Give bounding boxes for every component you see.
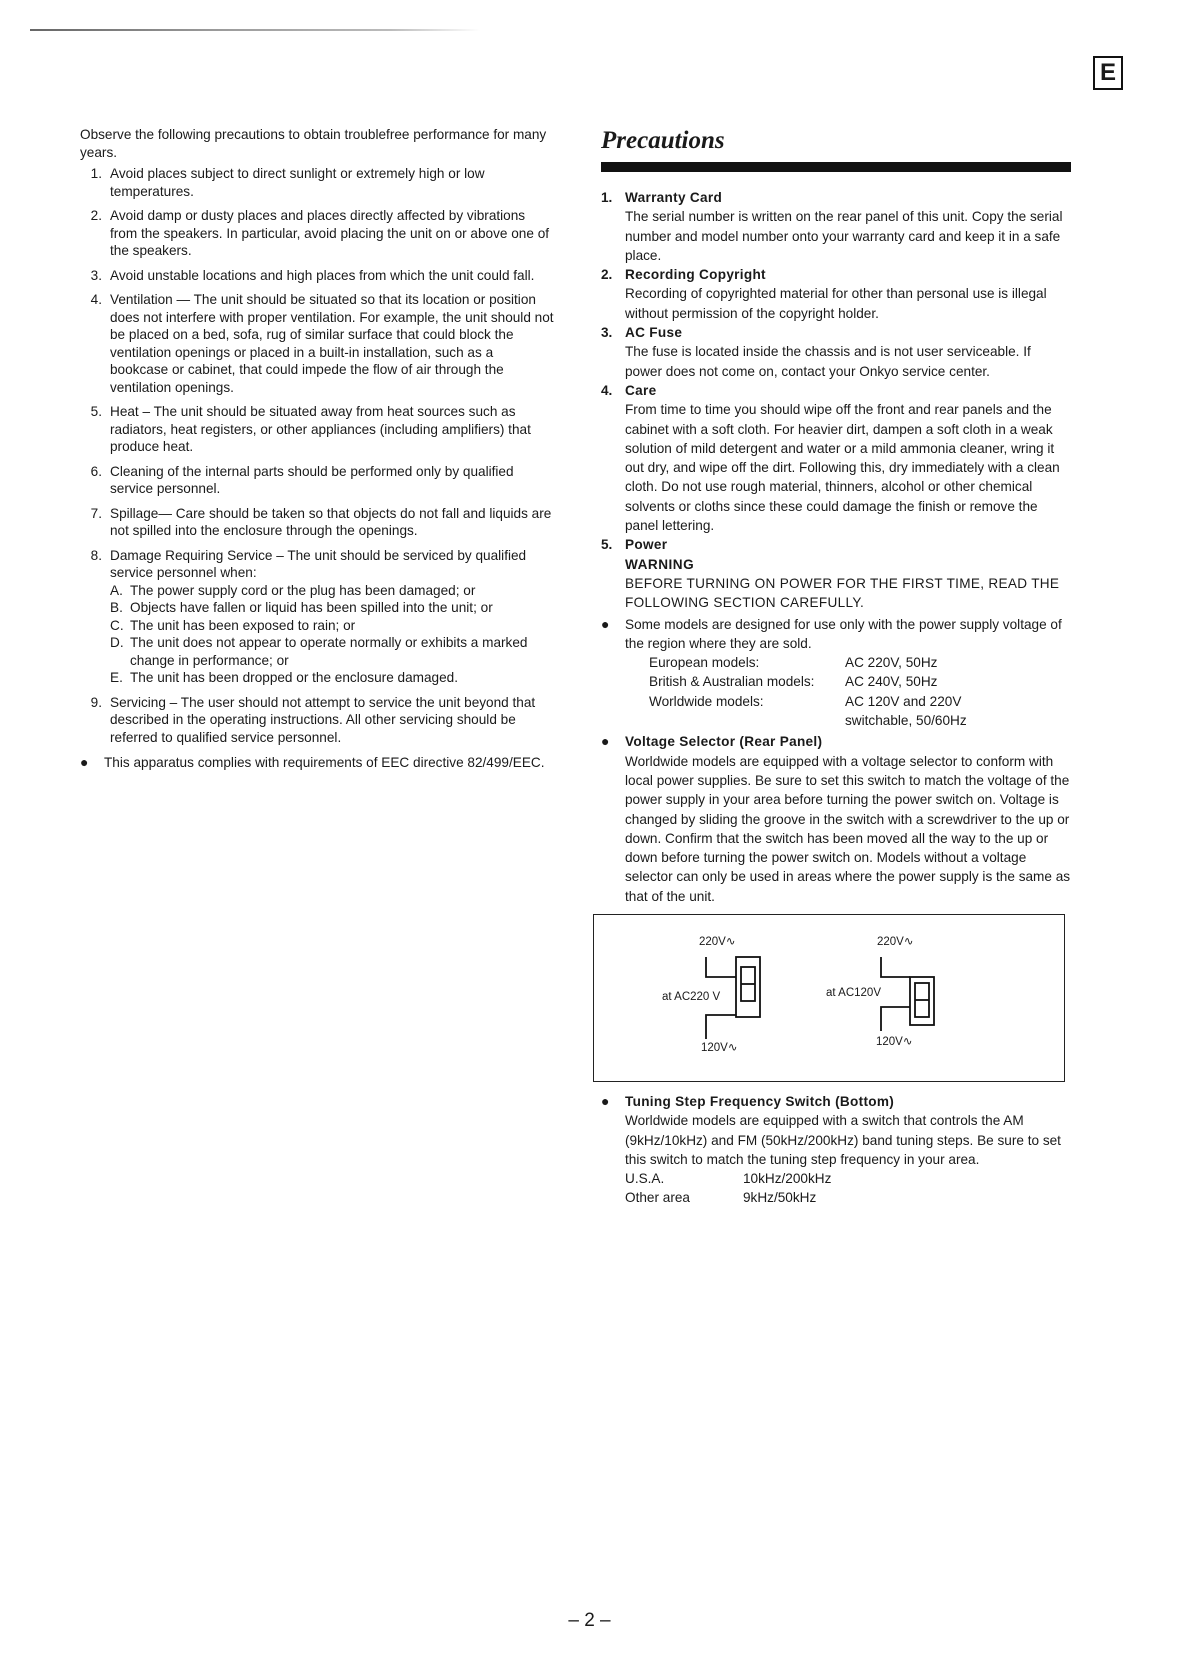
label-120v: 120V∿: [876, 1035, 913, 1048]
label-120v: 120V∿: [701, 1041, 738, 1054]
list-item: 5. Heat – The unit should be situated away from heat sources such as radiators, heat registers, or other appliances (including amplifiers) that produce heat.: [90, 404, 531, 454]
sub-item: D. The unit does not appear to operate normally or exhibits a marked change in performance; or: [110, 635, 528, 668]
bullet-icon: ●: [601, 1092, 610, 1109]
voltage-row: British & Australian models: AC 240V, 50Hz: [649, 674, 938, 690]
section-heading: Recording Copyright: [625, 267, 766, 283]
section-fuse: 3. AC Fuse The fuse is located inside the chassis and is not user serviceable. If power does not come on, contact your Onkyo service center.: [601, 323, 1071, 381]
section-power: 5. Power WARNING BEFORE TURNING ON POWER FOR THE FIRST TIME, READ THE FOLLOWING SECTION CAREFULLY.: [601, 535, 1071, 612]
voltage-row: European models: AC 220V, 50Hz: [649, 655, 938, 671]
section-heading: Tuning Step Frequency Switch (Bottom): [625, 1093, 895, 1109]
list-item: 2. Avoid damp or dusty places and places directly affected by vibrations from the speakers. In particular, avoid placing the unit on or above one of the speakers.: [90, 208, 550, 258]
voltage-selector-diagram: [593, 914, 1065, 1082]
sub-item: C. The unit has been exposed to rain; or: [110, 617, 356, 633]
page-number: – 2 –: [568, 1610, 611, 1631]
tuning-row: Other area 9kHz/50kHz: [625, 1190, 817, 1206]
section-warranty: 1. Warranty Card The serial number is written on the rear panel of this unit. Copy the serial number and model number onto your warranty card and keep it in a safe place.: [601, 188, 1071, 265]
list-item: 6. Cleaning of the internal parts should be performed only by qualified service personnel.: [90, 463, 514, 496]
section-heading: Voltage Selector (Rear Panel): [625, 734, 823, 750]
models-note: ● Some models are designed for use only with the power supply voltage of the region where they are sold. European models: AC 220V, 50Hz British & Australian models: AC 240V, 50Hz Worldwide models: AC 120V and 220V switchable, 50/60Hz: [601, 615, 1071, 731]
sub-item: A. The power supply cord or the plug has been damaged; or: [110, 582, 476, 598]
bullet-icon: ●: [601, 733, 610, 750]
section-heading: AC Fuse: [625, 325, 683, 341]
tuning-switch-note: ● Tuning Step Frequency Switch (Bottom) Worldwide models are equipped with a switch that controls the AM (9kHz/10kHz) and FM (50kHz/200kHz) band tuning steps. Be sure to set this switch to match the tuning step frequency in your area. U.S.A. 10kHz/200kHz Other area 9kHz/50kHz: [601, 1092, 1071, 1208]
page-title: Precautions: [601, 127, 725, 154]
tuning-row: U.S.A. 10kHz/200kHz: [625, 1171, 832, 1187]
section-heading: Power: [625, 537, 668, 553]
label-220v: 220V∿: [699, 935, 736, 948]
bullet-icon: ●: [80, 754, 89, 770]
section-copyright: 2. Recording Copyright Recording of copyrighted material for other than personal use is illegal without permission of the copyright holder.: [601, 265, 1071, 323]
list-item: 1. Avoid places subject to direct sunlight or extremely high or low temperatures.: [90, 166, 485, 199]
label-220v: 220V∿: [877, 935, 914, 948]
bullet-icon: ●: [601, 615, 610, 632]
list-item: 8. Damage Requiring Service – The unit should be serviced by qualified service personnel when: A. The power supply cord or the plug has been damaged; or B. Objects have fallen or liquid has been spilled into the unit; or C. The unit has been exposed to rain; or D. The unit does not appear to operate normally or exhibits a marked change in performance; or E. The unit has been dropped or the enclosure damaged.: [80, 547, 555, 687]
left-column: [80, 126, 555, 772]
voltage-row: Worldwide models: AC 120V and 220V: [649, 693, 962, 709]
section-heading: Care: [625, 382, 657, 398]
voltage-selector-note: ● Voltage Selector (Rear Panel) Worldwide models are equipped with a voltage selector to conform with local power supplies. Be sure to set this switch to match the voltage of the power supply in your area before turning the power switch on. Voltage is changed by sliding the groove in the switch with a screwdriver to the up or down. Confirm that the switch has been moved all the way to the up or down before turning the power switch on. Models without a voltage selector can only be used in areas where the power supply is the same as that of the unit.: [601, 732, 1071, 906]
list-item: 4. Ventilation — The unit should be situated so that its location or position does not interfere with proper ventilation. For example, the unit should not be placed on a bed, sofa, rug of similar surface that could block the ventilation openings or placed in a built-in installation, such as a bookcase or cabinet, that could impede the flow of air through the ventilation openings.: [90, 292, 554, 395]
right-column: [601, 126, 1071, 1208]
warning-label: WARNING: [625, 556, 695, 572]
language-badge: E: [1093, 56, 1123, 90]
intro-text: Observe the following precautions to obtain troublefree performance for many years.: [80, 127, 547, 160]
label-setting: at AC120V: [826, 986, 881, 999]
list-item: 3. Avoid unstable locations and high places from which the unit could fall.: [90, 267, 535, 283]
list-item: 7. Spillage— Care should be taken so that objects do not fall and liquids are not spilled into the enclosure through the openings.: [90, 505, 552, 538]
warning-text: BEFORE TURNING ON POWER FOR THE FIRST TIME, READ THE FOLLOWING SECTION CAREFULLY.: [625, 575, 1060, 611]
sub-item: E. The unit has been dropped or the enclosure damaged.: [110, 670, 458, 685]
top-rule: [30, 29, 480, 31]
title-rule: [601, 162, 1071, 172]
sub-item: B. Objects have fallen or liquid has been spilled into the unit; or: [110, 600, 493, 615]
label-setting: at AC220 V: [662, 990, 721, 1003]
eec-note: ● This apparatus complies with requirements of EEC directive 82/499/EEC.: [80, 754, 545, 770]
section-heading: Warranty Card: [625, 190, 723, 205]
section-care: 4. Care From time to time you should wipe off the front and rear panels and the cabinet with a soft cloth. For heavier dirt, dampen a soft cloth in a weak solution of mild detergent and water or a mild ammonia cleaner, wring it out dry, and wipe off the dirt. Following this, dry immediately with a clean cloth. Do not use rough material, thinners, alcohol or other chemical solvents or cloths since these could damage the finish or remove the panel lettering.: [601, 381, 1071, 535]
list-item: 9. Servicing – The user should not attempt to service the unit beyond that described in the operating instructions. All other servicing should be referred to qualified service personnel.: [90, 694, 536, 745]
